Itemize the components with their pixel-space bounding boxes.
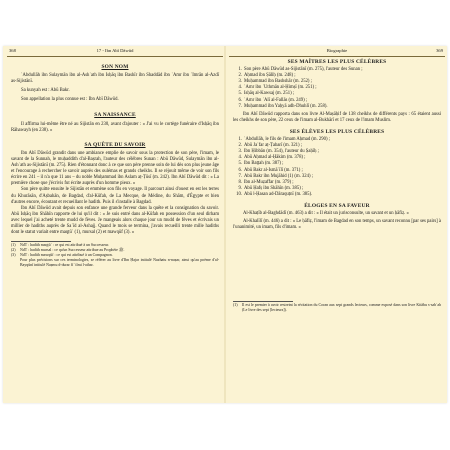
paragraph-quest-1: Ibn Abī Dāwūd grandit dans une ambiance emplie de savoir sous la protection de son père, l'imam, le savant de la Sunnah, le muḥaddith d'al-Baṣrah, l'auteur des célèbres Sunan : Abū Dāwūd, Sulaymān ibn al-Ashʿath as-Sijistānī (m. 275). Rien d'étonnant donc à ce que son père prenne soin de lui dès son plus jeune âge et l'encourage à rechercher le savoir auprès des oulémas et grands cheikhs. Il se réjouit même de voir son fils écrire en 241 – il n'a que 11 ans – du noble Muḥammad ibn Aslam aṭ-Ṭūsī (m. 242). Ibn Abī Dāwūd dit : « La première chose que j'écrivis fut écrite auprès d'un homme pieux. » (11, 150, 219, 187)
footnote-3: (3) NdT : hadith mawqūf : ce qui est attribué à un Compagnon. (11, 253, 113, 258)
footnote-extra: Pour plus précisions sur ces terminologies, se référer au livre d'Ibn Ḥajar intitulé Nuzhatu n-naẓar, ainsi qu'au poème d'al-Bayqūnī intitulé Naẓmu d-durar fī ʿilmi l-athar. (20, 258, 219, 268)
right-page-body (229, 57, 445, 313)
list-item: 1. Son père Abū Dāwūd as-Sijistānī (m. 275), l'auteur des Sunan ; (238, 67, 363, 73)
footnote-1: (1) NdT : hadith maqṭūʿ : ce qui est attribué à un Successeur. (11, 243, 109, 248)
left-page (7, 46, 223, 403)
paragraph-birth: Il affirma lui-même être né au Sijistān en 230, avant d'ajouter : « J'ai vu le cortège funéraire d'Isḥāq ibn Rāhawayh (en 238). » (11, 121, 219, 133)
section-heading-eloges: ÉLOGES EN SA FAVEUR (304, 202, 370, 209)
section-heading-naissance: SA NAISSANCE (94, 112, 136, 119)
list-item: 4. Abū Aḥmad al-Ḥākim (m. 378) ; (238, 155, 306, 161)
right-page-header (229, 46, 445, 57)
list-item: 8. Ibn al-Muẓaffar (m. 379) ; (238, 179, 294, 185)
footnote-2: (2) NdT : hadith mursal : ce qu'un Successeur attribue au Prophète ﷺ. (11, 248, 125, 253)
list-item: 2. Aḥmad ibn Ṣāliḥ (m. 248) ; (238, 73, 296, 79)
list-item: 1. ʿAbdullāh, le fils de l'imam Aḥmad (m. 290) ; (238, 137, 330, 143)
list-item: 5. Isḥāq al-Kawsaj (m. 251) ; (238, 91, 295, 97)
paragraph-name: ʿAbdullāh ibn Sulaymān ibn al-Ashʿath ibn Isḥāq ibn Bashīr ibn Shaddād ibn ʿAmr ibn ʿImrān al-Azdī as-Sijistānī. (11, 73, 219, 85)
paragraph-praise-1: Al-Khaṭīb al-Baghdādī (m. 463) a dit : « Il était un jurisconsulte, un savant et un ḥāfiẓ. » (243, 211, 409, 217)
left-page-number: 368 (9, 48, 16, 53)
left-running-title: 17 - Ibn Abī Dāwūd (96, 48, 134, 53)
book-gutter (224, 46, 226, 403)
list-item: 3. Muḥammad ibn Bashshār (m. 252) ; (238, 79, 312, 85)
section-heading-eleves: SES ÉLÈVES LES PLUS CÉLÈBRES (289, 128, 385, 135)
list-item: 3. Ibn Ḥibbān (m. 354), l'auteur du Ṣaḥīḥ ; (238, 149, 319, 155)
list-item: 10. Abū l-Ḥasan ad-Dāraquṭnī (m. 385). (236, 191, 313, 197)
paragraph-quest-3: Ibn Abī Dāwūd avait depuis son enfance une grande ferveur dans la quête et la consignation du savoir. Abū Isḥāq ibn Shāhīn rapporte de lui qu'il dit : « Je suis entré dans al-Kūfah en possession d'un seul dirham avec lequel j'ai acheté trente mudd de fèves. Je mangeais alors chaque jour un mudd de fèves et écrivais un millier de hadiths auprès de Saʿīd al-Ashajj. Quand le mois se termina, j'avais recueilli trente mille hadiths dont le statut variait entre maqṭūʿ (1), mursal (2) et mawqūf (3). » (11, 205, 219, 236)
list-item: 4. ʿAmr ibn ʿUthmān al-Ḥimṣī (m. 251) ; (238, 85, 317, 91)
list-item: 6. Abū Bakr al-Ismāʿīlī (m. 371) ; (238, 167, 303, 173)
section-heading-quete: SA QUÊTE DU SAVOIR (84, 141, 146, 148)
list-item: 6. ʿAmr ibn ʿAlī al-Fallās (m. 249) ; (238, 97, 308, 103)
right-page (229, 46, 445, 403)
section-heading-maitres: SES MAÎTRES LES PLUS CÉLÈBRES (287, 59, 387, 65)
left-page-body (7, 57, 223, 268)
left-page-header (7, 46, 223, 57)
paragraph-quest-2: Son père quitte ensuite le Sijistān et emmène son fils en voyage. Il parcourt ainsi d'ouest en est les terres du Khurāsān, d'Aṣbahān, de Bagdad, d'al-Kūfah, de La Mecque, de Médine, du Shām, d'Égypte et bien d'autres encore, écoutant et recueillant le hadith. Puis il s'installe à Bagdad. (11, 187, 219, 205)
right-running-title: Biographie (326, 48, 348, 53)
paragraph-teachers: Ibn Abī Dāwūd rapporta dans son livre Al-Maṣāḥif de 138 cheikhs de différents pays : 65 étaient aussi les cheikhs de son père, 22 ceux de l'imam al-Bukhārī et 17 ceux de l'imam Muslim. (233, 111, 441, 123)
right-page-number: 369 (436, 48, 443, 53)
list-item: 2. Abū Jaʿfar aṭ-Ṭabarī (m. 321) ; (238, 143, 303, 149)
footnote-rule (11, 241, 71, 242)
paragraph-praise-2: Al-Khalīlī (m. 446) a dit : « Le ḥāfiẓ, l'imam de Bagdad en son temps, un savant reconnu [par ses pairs] à l'unanimité, un imam, fils d'imam. » (233, 219, 441, 231)
book-spread (3, 46, 447, 403)
list-item: 5. Ibn Baṭṭah (m. 387) ; (238, 161, 284, 167)
paragraph-appellation: Son appellation la plus connue est : Ibn Abī Dāwūd. (21, 97, 119, 103)
section-heading-son-nom: SON NOM (101, 64, 129, 70)
list-item: 9. Abū Ḥafṣ ibn Shāhīn (m. 385) ; (238, 185, 304, 191)
list-item: 7. Abū Bakr ibn Mujāhid (1) (m. 324) ; (238, 173, 314, 179)
footnote-1-right: (1) Il est le premier à avoir restreint la récitation du Coran aux sept grands lecteurs, comme exposé dans son livre Kitābu s-sabʿah (Le livre des sept [lecteurs]). (233, 303, 441, 313)
list-item: 7. Muḥammad ibn Yaḥyā adh-Dhuhlī (m. 258). (238, 103, 328, 109)
paragraph-kunyah: Sa kunyah est : Abū Bakr. (21, 88, 70, 94)
